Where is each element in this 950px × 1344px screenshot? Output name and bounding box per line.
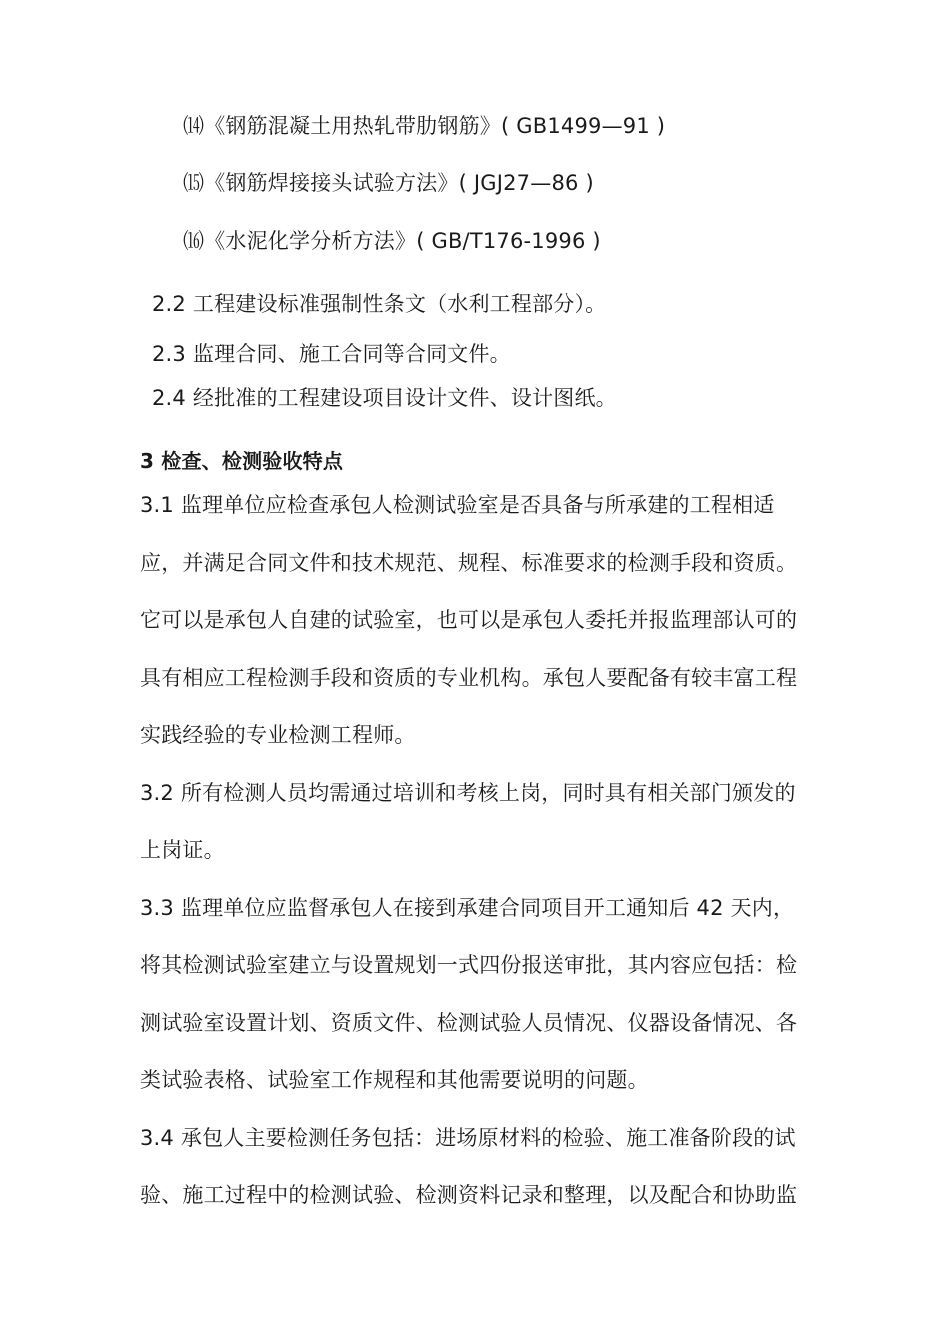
paragraph-3-3-line: 3.3 监理单位应监督承包人在接到承建合同项目开工通知后 42 天内， xyxy=(140,896,795,920)
item-2-3: 2.3 监理合同、施工合同等合同文件。 xyxy=(152,342,511,366)
paragraph-3-3-line: 测试验室设置计划、资质文件、检测试验人员情况、仪器设备情况、各 xyxy=(140,1011,798,1035)
reference-16: ⒃《水泥化学分析方法》( GB/T176-1996 ) xyxy=(183,229,601,253)
paragraph-3-1-line: 应，并满足合同文件和技术规范、规程、标准要求的检测手段和资质。 xyxy=(140,551,798,575)
section-3-heading: 3 检查、检测验收特点 xyxy=(140,449,344,473)
reference-15: ⒂《钢筋焊接接头试验方法》( JGJ27—86 ) xyxy=(183,171,594,195)
paragraph-3-2-line: 3.2 所有检测人员均需通过培训和考核上岗，同时具有相关部门颁发的 xyxy=(140,781,796,805)
paragraph-3-1-line: 3.1 监理单位应检查承包人检测试验室是否具备与所承建的工程相适 xyxy=(140,493,775,517)
paragraph-3-1-line: 实践经验的专业检测工程师。 xyxy=(140,723,416,747)
item-2-4: 2.4 经批准的工程建设项目设计文件、设计图纸。 xyxy=(152,386,617,410)
paragraph-3-3-line: 将其检测试验室建立与设置规划一式四份报送审批，其内容应包括：检 xyxy=(140,953,798,977)
paragraph-3-1-line: 它可以是承包人自建的试验室，也可以是承包人委托并报监理部认可的 xyxy=(140,608,798,632)
paragraph-3-4-line: 验、施工过程中的检测试验、检测资料记录和整理，以及配合和协助监 xyxy=(140,1183,798,1207)
paragraph-3-4-line: 3.4 承包人主要检测任务包括：进场原材料的检验、施工准备阶段的试 xyxy=(140,1126,796,1150)
paragraph-3-3-line: 类试验表格、试验室工作规程和其他需要说明的问题。 xyxy=(140,1068,649,1092)
paragraph-3-1-line: 具有相应工程检测手段和资质的专业机构。承包人要配备有较丰富工程 xyxy=(140,666,798,690)
paragraph-3-2-line: 上岗证。 xyxy=(140,838,225,862)
item-2-2: 2.2 工程建设标准强制性条文（水利工程部分）。 xyxy=(152,292,607,316)
reference-14: ⒁《钢筋混凝土用热轧带肋钢筋》( GB1499—91 ) xyxy=(183,114,666,138)
